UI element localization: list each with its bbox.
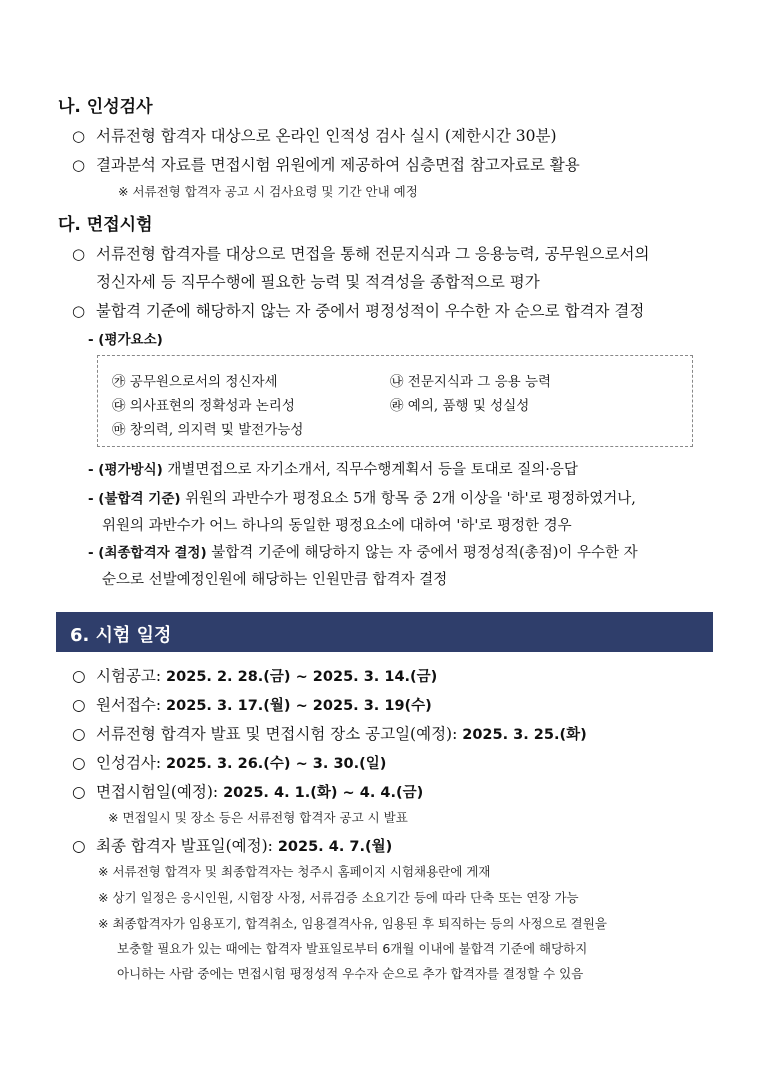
eval-item: ㉯ 전문지식과 그 응용 능력 [390,374,552,390]
circle-bullet-icon: ○ [72,667,86,685]
circle-bullet-icon: ○ [72,837,86,855]
eval-elements-box [97,355,693,447]
bullet-item: ○ 결과분석 자료를 면접시험 위원에게 제공하여 심층면접 참고자료로 활용 [72,156,580,174]
note-continuation: 보충할 필요가 있는 때에는 합격자 발표일로부터 6개월 이내에 불합격 기준에 해당하지 [117,941,588,956]
circle-bullet-icon: ○ [72,783,86,801]
circle-bullet-icon: ○ [72,302,86,320]
bullet-item: ○ 서류전형 합격자 대상으로 온라인 인적성 검사 실시 (제한시간 30분) [72,127,557,145]
note-continuation: 아니하는 사람 중에는 면접시험 평정성적 우수자 순으로 추가 합격자를 결정할 수 있음 [117,966,584,981]
schedule-item: ○ 원서접수: 2025. 3. 17.(월) ~ 2025. 3. 19(수) [72,696,432,714]
section-header-schedule: 6. 시험 일정 [56,612,713,652]
schedule-item: ○ 면접시험일(예정): 2025. 4. 1.(화) ~ 4. 4.(금) [72,783,424,801]
final-decision: - (최종합격자 결정) 불합격 기준에 해당하지 않는 자 중에서 평정성적(총점)이 우수한 자 [88,545,638,561]
fail-criteria-continuation: 위원의 과반수가 어느 하나의 동일한 평정요소에 대하여 '하'로 평정한 경우 [102,518,572,534]
section-title-interview: 다. 면접시험 [58,215,153,235]
circle-bullet-icon: ○ [72,245,86,263]
circle-bullet-icon: ○ [72,725,86,743]
schedule-item: ○ 서류전형 합격자 발표 및 면접시험 장소 공고일(예정): 2025. 3. 25.(화) [72,725,587,743]
bullet-continuation: 정신자세 등 직무수행에 필요한 능력 및 적격성을 종합적으로 평가 [96,273,540,291]
fail-criteria: - (불합격 기준) 위원의 과반수가 평정요소 5개 항목 중 2개 이상을 '하'로 평정하였거나, [88,491,636,507]
note-text: ※ 최종합격자가 임용포기, 합격취소, 임용결격사유, 임용된 후 퇴직하는 등의 사정으로 결원을 [98,916,607,931]
section-title-personality-test: 나. 인성검사 [58,97,153,117]
schedule-item: ○ 인성검사: 2025. 3. 26.(수) ~ 3. 30.(일) [72,754,387,772]
eval-elements-label: - (평가요소) [88,332,163,348]
eval-item: ㉮ 공무원으로서의 정신자세 [112,374,278,390]
eval-item: ㉲ 창의력, 의지력 및 발전가능성 [112,422,304,438]
eval-item: ㉱ 예의, 품행 및 성실성 [390,398,530,414]
circle-bullet-icon: ○ [72,156,86,174]
schedule-item: ○ 시험공고: 2025. 2. 28.(금) ~ 2025. 3. 14.(금) [72,667,438,685]
bullet-item: ○ 불합격 기준에 해당하지 않는 자 중에서 평정성적이 우수한 자 순으로 합격자 결정 [72,302,645,320]
circle-bullet-icon: ○ [72,127,86,145]
eval-item: ㉰ 의사표현의 정확성과 논리성 [112,398,295,414]
note-text: ※ 면접일시 및 장소 등은 서류전형 합격자 공고 시 발표 [108,810,408,825]
eval-method: - (평가방식) 개별면접으로 자기소개서, 직무수행계획서 등을 토대로 질의·응답 [88,462,578,478]
circle-bullet-icon: ○ [72,754,86,772]
bullet-item: ○ 서류전형 합격자를 대상으로 면접을 통해 전문지식과 그 응용능력, 공무원으로서의 [72,245,650,263]
final-decision-continuation: 순으로 선발예정인원에 해당하는 인원만큼 합격자 결정 [102,572,448,588]
schedule-item: ○ 최종 합격자 발표일(예정): 2025. 4. 7.(월) [72,837,393,855]
note-text: ※ 서류전형 합격자 공고 시 검사요령 및 기간 안내 예정 [118,184,418,199]
note-text: ※ 상기 일정은 응시인원, 시험장 사정, 서류검증 소요기간 등에 따라 단축 또는 연장 가능 [98,890,579,905]
note-text: ※ 서류전형 합격자 및 최종합격자는 청주시 홈페이지 시험채용란에 게재 [98,864,491,879]
circle-bullet-icon: ○ [72,696,86,714]
